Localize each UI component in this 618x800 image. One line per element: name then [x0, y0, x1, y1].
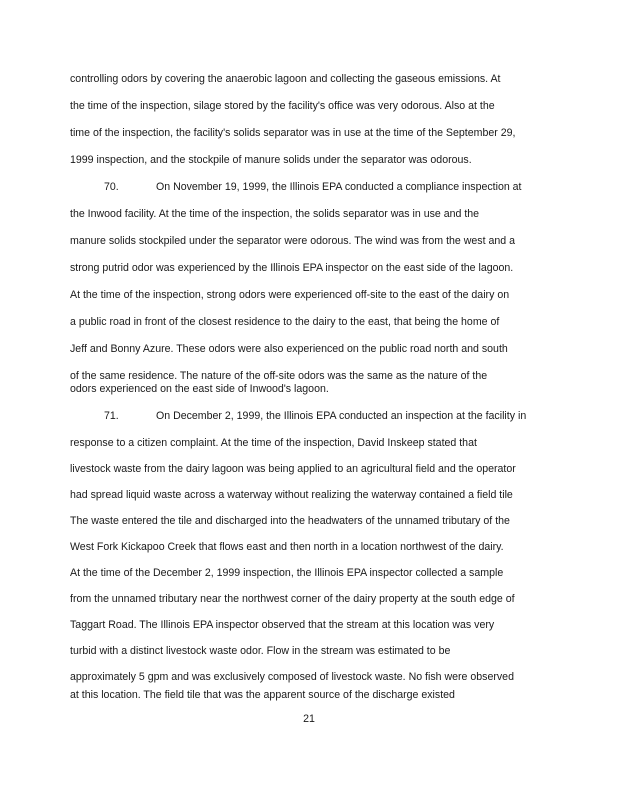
text-line: strong putrid odor was experienced by the Illinois EPA inspector on the east side of the lagoon. — [70, 262, 514, 274]
text-line: Taggart Road. The Illinois EPA inspector observed that the stream at this location was very — [70, 619, 495, 631]
text-line: at this location. The field tile that was the apparent source of the discharge existed — [70, 689, 455, 701]
text-line: manure solids stockpiled under the separator were odorous. The wind was from the west and a — [70, 235, 515, 247]
page-number: 21 — [303, 713, 315, 725]
text-line: 1999 inspection, and the stockpile of manure solids under the separator was odorous. — [70, 154, 472, 166]
text-line: response to a citizen complaint. At the time of the inspection, David Inskeep stated that — [70, 437, 477, 449]
text-line: from the unnamed tributary near the northwest corner of the dairy property at the south edge of — [70, 593, 515, 605]
text-line: turbid with a distinct livestock waste odor. Flow in the stream was estimated to be — [70, 645, 451, 657]
text-line: the Inwood facility. At the time of the inspection, the solids separator was in use and the — [70, 208, 480, 220]
text-line: time of the inspection, the facility's solids separator was in use at the time of the September 29, — [70, 127, 516, 139]
paragraph-number: 70. — [104, 181, 119, 193]
text-line: of the same residence. The nature of the off-site odors was the same as the nature of the — [70, 370, 488, 382]
text-line: the time of the inspection, silage stored by the facility's office was very odorous. Also at the — [70, 100, 495, 112]
text-line: Jeff and Bonny Azure. These odors were also experienced on the public road north and south — [70, 343, 508, 355]
text-line: On December 2, 1999, the Illinois EPA conducted an inspection at the facility in — [156, 410, 527, 422]
text-line: On November 19, 1999, the Illinois EPA conducted a compliance inspection at — [156, 181, 522, 193]
paragraph-number: 71. — [104, 410, 119, 422]
text-line: At the time of the inspection, strong odors were experienced off-site to the east of the dairy on — [70, 289, 510, 301]
text-line: a public road in front of the closest residence to the dairy to the east, that being the home of — [70, 316, 500, 328]
text-line: The waste entered the tile and discharged into the headwaters of the unnamed tributary of the — [70, 515, 510, 527]
paragraph-71-first-line — [70, 409, 550, 423]
text-line: odors experienced on the east side of Inwood's lagoon. — [70, 383, 329, 395]
paragraph-70-first-line — [70, 180, 550, 194]
text-line: livestock waste from the dairy lagoon was being applied to an agricultural field and the operator — [70, 463, 516, 475]
text-line: had spread liquid waste across a waterway without realizing the waterway contained a field tile — [70, 489, 513, 501]
text-line: controlling odors by covering the anaerobic lagoon and collecting the gaseous emissions. At — [70, 73, 501, 85]
text-line: approximately 5 gpm and was exclusively composed of livestock waste. No fish were observed — [70, 671, 514, 683]
text-line: West Fork Kickapoo Creek that flows east and then north in a location northwest of the dairy. — [70, 541, 504, 553]
text-line: At the time of the December 2, 1999 inspection, the Illinois EPA inspector collected a sample — [70, 567, 504, 579]
